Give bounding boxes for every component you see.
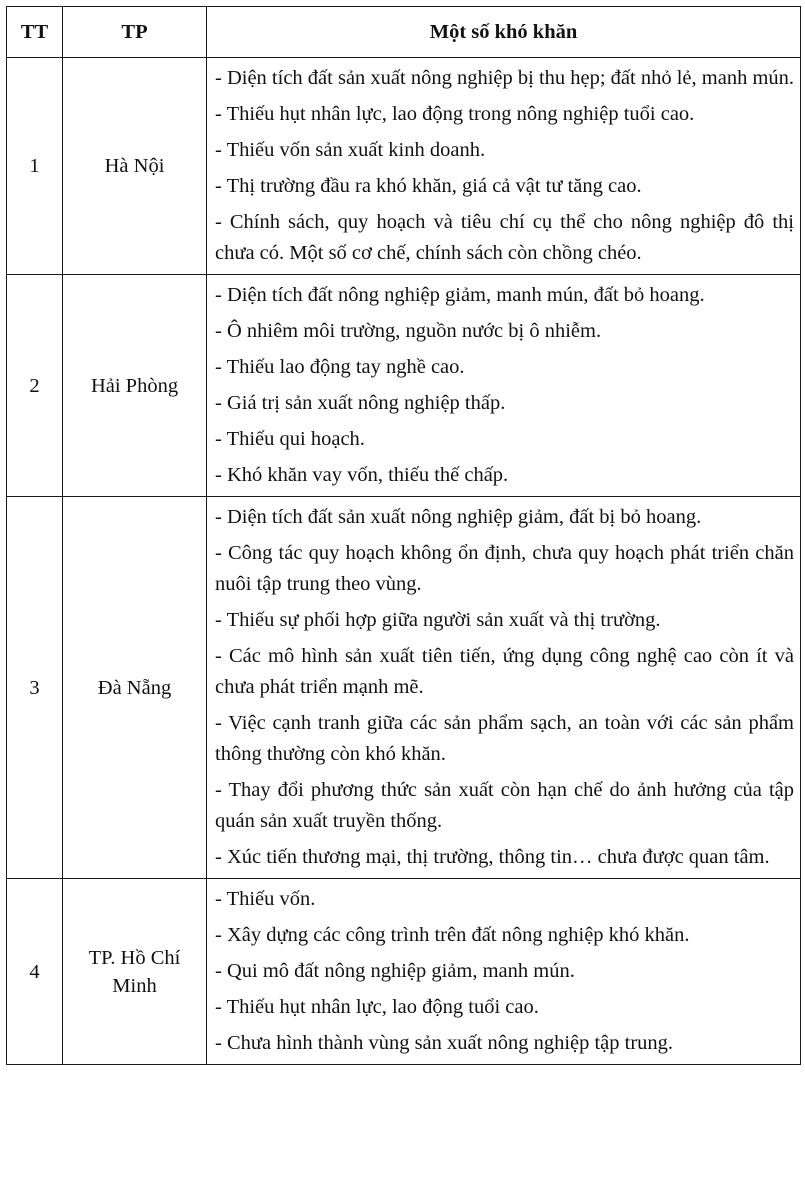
city-name: TP. Hồ Chí Minh <box>63 879 207 1065</box>
table-row-ho-chi-minh <box>7 879 801 1065</box>
difficulty-item: - Xây dựng các công trình trên đất nông nghiệp khó khăn. <box>215 924 690 946</box>
difficulty-item: - Qui mô đất nông nghiệp giảm, manh mún. <box>215 960 575 982</box>
difficulty-item: - Diện tích đất nông nghiệp giảm, manh mún, đất bỏ hoang. <box>215 284 705 306</box>
table-row-hai-phong <box>7 275 801 497</box>
difficulty-item: - Các mô hình sản xuất tiên tiến, ứng dụng công nghệ cao còn ít và chưa phát triển mạnh mẽ. <box>215 645 794 698</box>
difficulty-item: - Công tác quy hoạch không ổn định, chưa quy hoạch phát triển chăn nuôi tập trung theo vùng. <box>215 542 794 595</box>
difficulty-item: - Thiếu sự phối hợp giữa người sản xuất và thị trường. <box>215 609 661 631</box>
table-row-da-nang <box>7 497 801 879</box>
difficulty-item: - Chính sách, quy hoạch và tiêu chí cụ thể cho nông nghiệp đô thị chưa có. Một số cơ chế, chính sách còn chồng chéo. <box>215 211 794 264</box>
difficulty-list <box>207 879 801 1065</box>
header-row <box>7 7 801 58</box>
header-tt: TT <box>7 7 63 58</box>
difficulty-item: - Thiếu vốn sản xuất kinh doanh. <box>215 139 486 161</box>
header-difficulties: Một số khó khăn <box>207 7 801 58</box>
difficulties-table <box>6 6 801 1065</box>
row-number: 3 <box>7 497 63 879</box>
table-row-ha-noi <box>7 58 801 275</box>
difficulty-list <box>207 497 801 879</box>
row-number: 4 <box>7 879 63 1065</box>
difficulty-item: - Việc cạnh tranh giữa các sản phẩm sạch, an toàn với các sản phẩm thông thường còn khó khăn. <box>215 712 794 765</box>
difficulty-item: - Thiếu hụt nhân lực, lao động trong nông nghiệp tuổi cao. <box>215 103 695 125</box>
city-name: Hà Nội <box>63 58 207 275</box>
difficulty-item: - Thiếu lao động tay nghề cao. <box>215 356 465 378</box>
difficulty-item: - Thiếu qui hoạch. <box>215 428 365 450</box>
difficulty-item: - Thiếu vốn. <box>215 888 316 910</box>
difficulty-item: - Thay đổi phương thức sản xuất còn hạn chế do ảnh hưởng của tập quán sản xuất truyền thống. <box>215 779 794 832</box>
difficulty-list <box>207 58 801 275</box>
difficulty-item: - Diện tích đất sản xuất nông nghiệp giảm, đất bị bỏ hoang. <box>215 506 702 528</box>
difficulty-item: - Chưa hình thành vùng sản xuất nông nghiệp tập trung. <box>215 1032 674 1054</box>
difficulty-item: - Khó khăn vay vốn, thiếu thế chấp. <box>215 464 509 486</box>
difficulty-item: - Giá trị sản xuất nông nghiệp thấp. <box>215 392 506 414</box>
difficulty-item: - Diện tích đất sản xuất nông nghiệp bị thu hẹp; đất nhỏ lẻ, manh mún. <box>215 67 795 89</box>
header-city: TP <box>63 7 207 58</box>
difficulty-item: - Ô nhiêm môi trường, nguồn nước bị ô nhiễm. <box>215 320 602 342</box>
difficulty-item: - Xúc tiến thương mại, thị trường, thông tin… chưa được quan tâm. <box>215 846 770 868</box>
row-number: 2 <box>7 275 63 497</box>
difficulty-list <box>207 275 801 497</box>
difficulty-item: - Thị trường đầu ra khó khăn, giá cả vật tư tăng cao. <box>215 175 642 197</box>
difficulty-item: - Thiếu hụt nhân lực, lao động tuổi cao. <box>215 996 539 1018</box>
city-name: Đà Nẵng <box>63 497 207 879</box>
row-number: 1 <box>7 58 63 275</box>
city-name: Hải Phòng <box>63 275 207 497</box>
